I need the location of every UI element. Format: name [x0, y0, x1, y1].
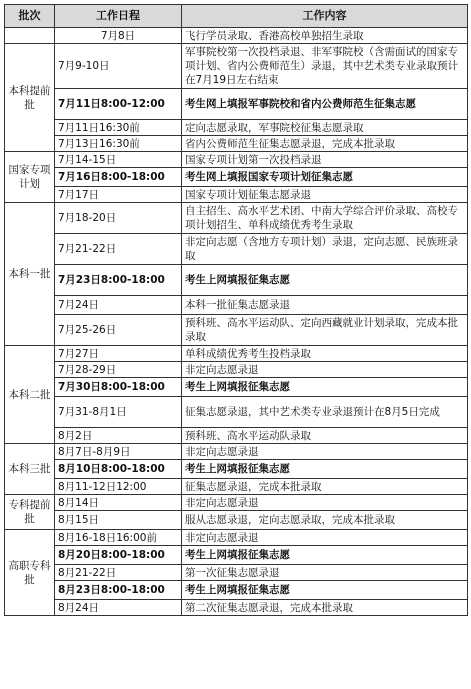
table-row — [5, 511, 468, 530]
table-row — [5, 168, 468, 187]
batch-cell: 本科提前批 — [5, 44, 55, 152]
content-cell: 飞行学员录取、香港高校单独招生录取 — [182, 28, 468, 44]
table-row — [5, 378, 468, 397]
table-row — [5, 28, 468, 44]
date-cell: 8月23日8:00-18:00 — [55, 581, 182, 600]
table-row — [5, 546, 468, 565]
content-cell: 国家专项计划征集志愿录退 — [182, 187, 468, 203]
date-cell: 7月18-20日 — [55, 203, 182, 234]
content-cell: 考生上网填报征集志愿 — [182, 378, 468, 397]
table-row — [5, 187, 468, 203]
batch-cell: 本科二批 — [5, 346, 55, 444]
date-cell: 7月14-15日 — [55, 152, 182, 168]
date-cell: 8月16-18日16:00前 — [55, 530, 182, 546]
table-row — [5, 362, 468, 378]
content-cell: 第一次征集志愿录退 — [182, 565, 468, 581]
table-row — [5, 428, 468, 444]
table-row — [5, 479, 468, 495]
table-row — [5, 152, 468, 168]
table-row — [5, 315, 468, 346]
batch-cell: 高职专科批 — [5, 530, 55, 616]
date-cell: 8月7日-8月9日 — [55, 444, 182, 460]
content-cell: 预科班、高水平运动队录取 — [182, 428, 468, 444]
date-cell: 8月15日 — [55, 511, 182, 530]
date-cell: 7月28-29日 — [55, 362, 182, 378]
header-schedule: 工作日程 — [55, 5, 182, 28]
content-cell: 考生网上填报军事院校和省内公费师范生征集志愿 — [182, 89, 468, 120]
content-cell: 非定向志愿录退 — [182, 495, 468, 511]
content-cell: 军事院校第一次投档录退、非军事院校（含需面试的国家专项计划、省内公费师范生）录退，其中艺术类专业录取预计在7月19日左右结束 — [182, 44, 468, 89]
date-cell: 7月30日8:00-18:00 — [55, 378, 182, 397]
content-cell: 考生上网填报征集志愿 — [182, 581, 468, 600]
date-cell: 7月27日 — [55, 346, 182, 362]
date-cell: 7月16日8:00-18:00 — [55, 168, 182, 187]
date-cell: 8月14日 — [55, 495, 182, 511]
date-cell: 8月11-12日12:00 — [55, 479, 182, 495]
date-cell: 8月20日8:00-18:00 — [55, 546, 182, 565]
content-cell: 考生上网填报征集志愿 — [182, 546, 468, 565]
table-row — [5, 600, 468, 616]
date-cell: 8月21-22日 — [55, 565, 182, 581]
content-cell: 考生上网填报征集志愿 — [182, 460, 468, 479]
date-cell: 7月24日 — [55, 296, 182, 315]
table-row — [5, 397, 468, 428]
content-cell: 服从志愿录退，定向志愿录取，完成本批录取 — [182, 511, 468, 530]
content-cell: 第二次征集志愿录退，完成本批录取 — [182, 600, 468, 616]
table-row — [5, 530, 468, 546]
table-row — [5, 203, 468, 234]
table-row — [5, 265, 468, 296]
table-row — [5, 581, 468, 600]
content-cell: 单科成绩优秀考生投档录取 — [182, 346, 468, 362]
content-cell: 自主招生、高水平艺术团、中南大学综合评价录取、高校专项计划招生、单科成绩优秀考生录取 — [182, 203, 468, 234]
batch-cell: 本科一批 — [5, 203, 55, 346]
date-cell: 8月10日8:00-18:00 — [55, 460, 182, 479]
content-cell: 非定向志愿录退 — [182, 444, 468, 460]
batch-cell: 国家专项计划 — [5, 152, 55, 203]
date-cell: 7月21-22日 — [55, 234, 182, 265]
table-row — [5, 120, 468, 136]
content-cell: 考生上网填报征集志愿 — [182, 265, 468, 296]
table-row — [5, 136, 468, 152]
content-cell: 征集志愿录退，完成本批录取 — [182, 479, 468, 495]
table-row — [5, 565, 468, 581]
date-cell: 7月31-8月1日 — [55, 397, 182, 428]
date-cell: 7月9-10日 — [55, 44, 182, 89]
table-row — [5, 495, 468, 511]
date-cell: 8月2日 — [55, 428, 182, 444]
content-cell: 本科一批征集志愿录退 — [182, 296, 468, 315]
date-cell: 7月11日8:00-12:00 — [55, 89, 182, 120]
admission-schedule-table — [4, 4, 468, 616]
date-cell: 7月23日8:00-18:00 — [55, 265, 182, 296]
date-cell: 7月13日16:30前 — [55, 136, 182, 152]
table-row — [5, 296, 468, 315]
header-batch: 批次 — [5, 5, 55, 28]
table-row — [5, 444, 468, 460]
table-row — [5, 89, 468, 120]
date-cell: 7月11日16:30前 — [55, 120, 182, 136]
content-cell: 考生网上填报国家专项计划征集志愿 — [182, 168, 468, 187]
content-cell: 非定向志愿录退 — [182, 530, 468, 546]
table-row — [5, 44, 468, 89]
table-row — [5, 234, 468, 265]
table-header-row — [5, 5, 468, 28]
date-cell: 7月25-26日 — [55, 315, 182, 346]
table-row — [5, 346, 468, 362]
content-cell: 非定向志愿录退 — [182, 362, 468, 378]
date-cell: 7月17日 — [55, 187, 182, 203]
batch-cell: 专科提前批 — [5, 495, 55, 530]
date-cell: 7月8日 — [55, 28, 182, 44]
content-cell: 定向志愿录取，军事院校征集志愿录取 — [182, 120, 468, 136]
table-row — [5, 460, 468, 479]
batch-cell: 本科三批 — [5, 444, 55, 495]
content-cell: 预科班、高水平运动队、定向西藏就业计划录取，完成本批录取 — [182, 315, 468, 346]
content-cell: 国家专项计划第一次投档录退 — [182, 152, 468, 168]
batch-cell — [5, 28, 55, 44]
content-cell: 征集志愿录退，其中艺术类专业录退预计在8月5日完成 — [182, 397, 468, 428]
content-cell: 非定向志愿（含地方专项计划）录退，定向志愿、民族班录取 — [182, 234, 468, 265]
date-cell: 8月24日 — [55, 600, 182, 616]
header-content: 工作内容 — [182, 5, 468, 28]
content-cell: 省内公费师范生征集志愿录退，完成本批录取 — [182, 136, 468, 152]
